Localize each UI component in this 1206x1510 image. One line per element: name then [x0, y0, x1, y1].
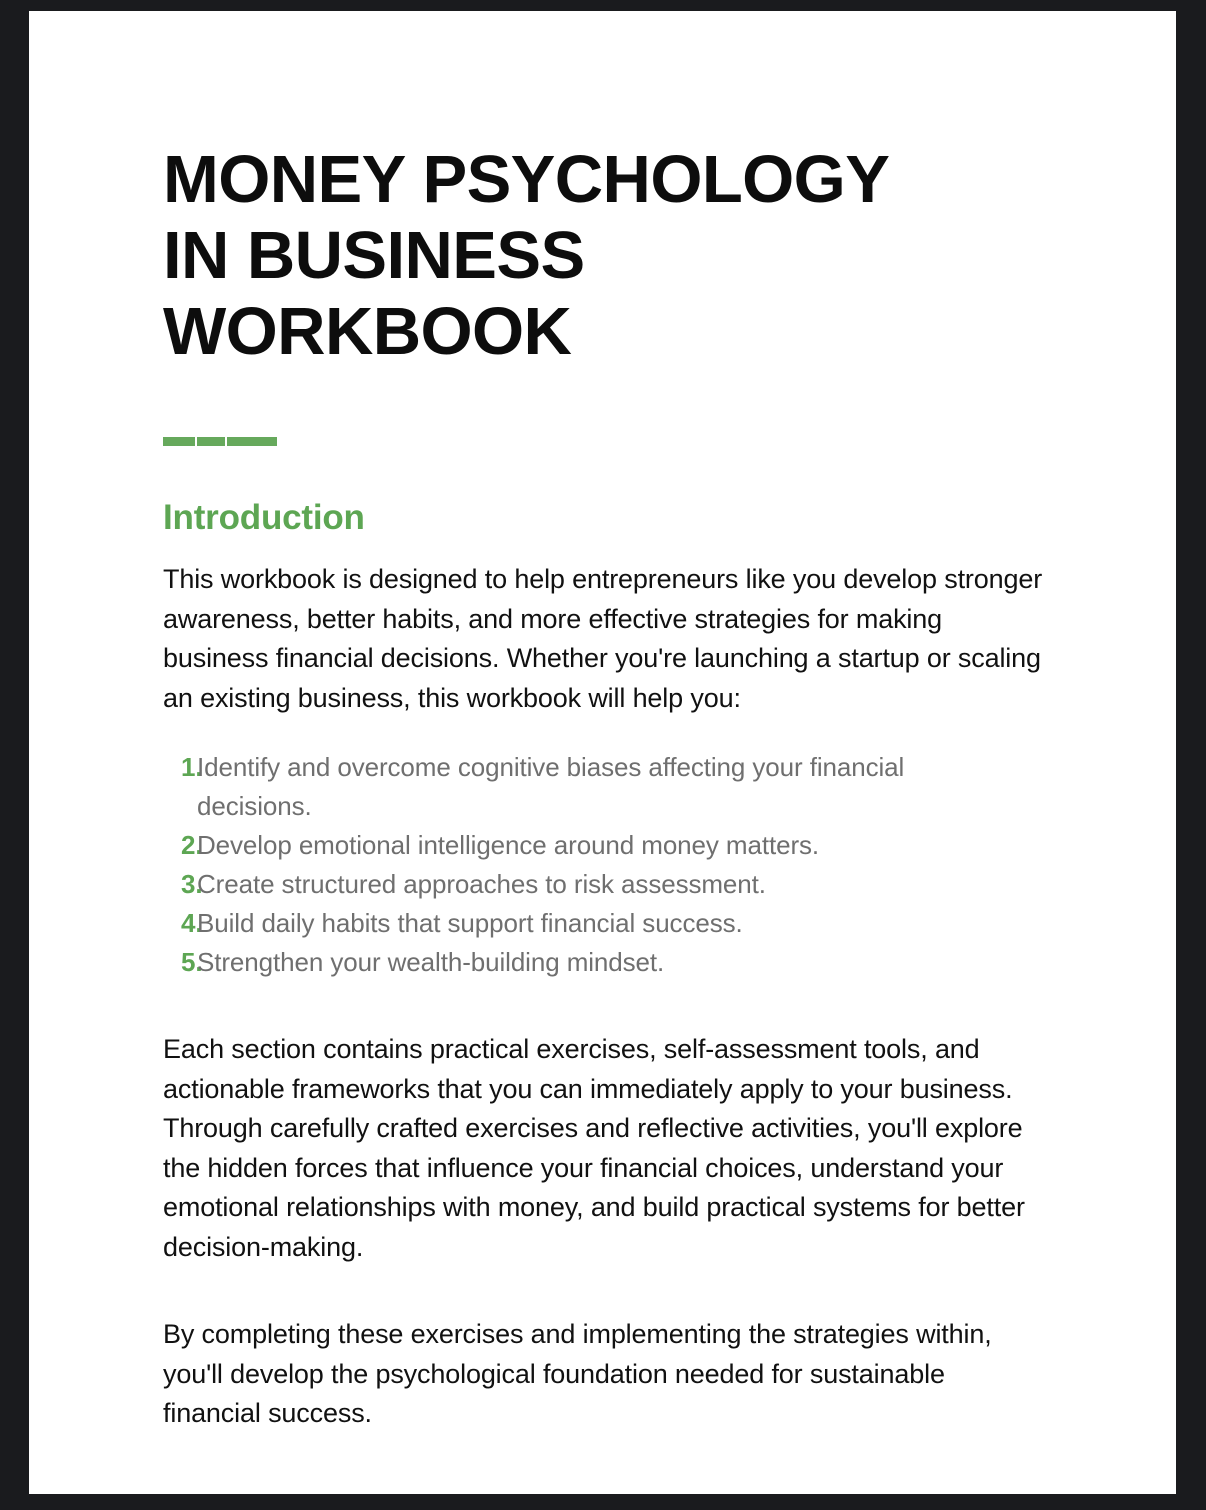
list-item-number: 3. [181, 869, 203, 899]
list-item [163, 748, 1003, 826]
document-page [29, 11, 1176, 1494]
list-item-number: 1. [181, 752, 203, 782]
page-content [163, 142, 1053, 1434]
introduction-paragraph-2: Each section contains practical exercises, self-assessment tools, and actionable frameworks that you can immediately apply to your business. Through carefully crafted exercises and reflective activities, you'll explore the hidden forces that influence your financial choices, understand your emotional relationships with money, and build practical systems for better decision-making. [163, 1034, 1025, 1262]
introduction-paragraph-1: This workbook is designed to help entrepreneurs like you develop stronger awareness, better habits, and more effective strategies for making business financial decisions. Whether you're launching a startup or scaling an existing business, this workbook will help you: [163, 564, 1043, 713]
list-item-number: 5. [181, 947, 203, 977]
list-item-label: Build daily habits that support financial success. [197, 908, 743, 938]
list-item [163, 904, 1003, 943]
list-item [163, 943, 1003, 982]
list-item [163, 865, 1003, 904]
list-item-label: Identify and overcome cognitive biases affecting your financial decisions. [197, 752, 905, 821]
list-item-label: Create structured approaches to risk assessment. [197, 869, 766, 899]
list-item-number: 2. [181, 830, 203, 860]
list-item-number: 4. [181, 908, 203, 938]
divider-segment-1 [163, 437, 195, 446]
section-heading-introduction: Introduction [163, 498, 365, 537]
divider-segment-2 [197, 437, 225, 446]
green-divider [163, 437, 277, 446]
divider-segment-3 [227, 437, 277, 446]
page-title: MONEY PSYCHOLOGY IN BUSINESS WORKBOOK [163, 142, 889, 369]
list-item-label: Strengthen your wealth-building mindset. [197, 947, 665, 977]
list-item [163, 826, 1003, 865]
list-item-label: Develop emotional intelligence around money matters. [197, 830, 820, 860]
objectives-list [163, 748, 1003, 982]
introduction-paragraph-3: By completing these exercises and implementing the strategies within, you'll develop the psychological foundation needed for sustainable financial success. [163, 1319, 992, 1428]
